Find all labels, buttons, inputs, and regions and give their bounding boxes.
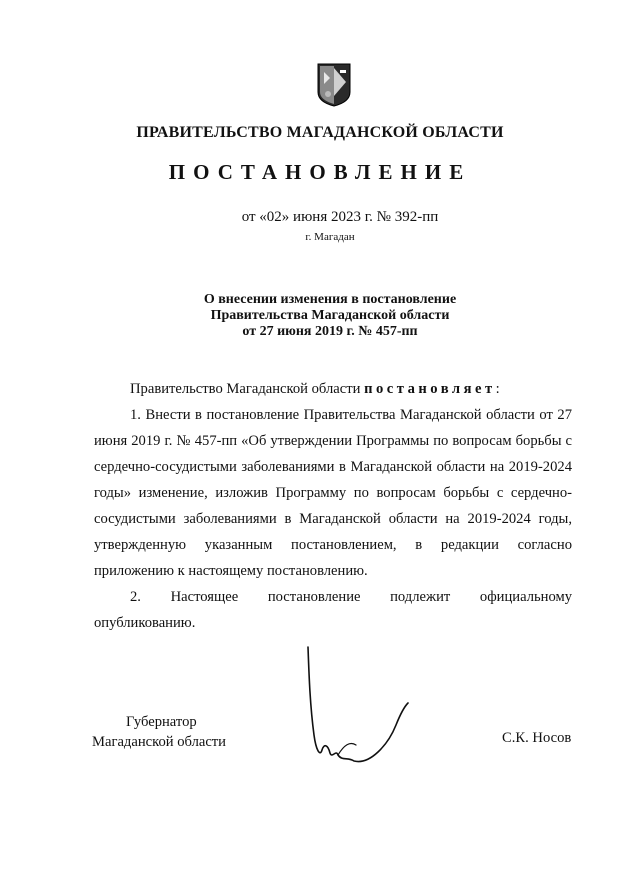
signatory-title-line: Магаданской области (92, 734, 226, 750)
intro-paragraph (94, 376, 572, 402)
handwritten-signature (300, 645, 420, 775)
subject-line: Правительства Магаданской области (210, 308, 450, 323)
document-type-title: ПОСТАНОВЛЕНИЕ (168, 160, 472, 184)
document-subject (0, 292, 640, 340)
intro-suffix: : (495, 381, 500, 397)
document-date-number: от «02» июня 2023 г. № 392-пп (241, 209, 439, 225)
signatory-title (92, 712, 226, 752)
item-1-paragraph: 1. Внести в постановление Правительства Магаданской области от 27 июня 2019 г. № 457-пп «Об утверждении Программы по вопросам борьбы с сердечно-сосудистыми заболеваниями в Магаданской области на 2019-2024 годы» изменение, изложив Программу по вопросам борьбы с сердечно-сосудистыми заболеваниями в Магаданской области на 2019-2024 годы, утвержденную указанным постановлением, в редакции согласно приложению к настоящему постановлению. (94, 407, 572, 579)
organization-title: ПРАВИТЕЛЬСТВО МАГАДАНСКОЙ ОБЛАСТИ (136, 124, 504, 141)
signatory-title-line: Губернатор (126, 714, 197, 730)
coat-of-arms-icon (316, 62, 352, 108)
item-2-paragraph: 2. Настоящее постановление подлежит официальному опубликованию. (94, 589, 572, 631)
intro-prefix: Правительство Магаданской области (130, 381, 361, 397)
signatory-name: С.К. Носов (502, 730, 572, 746)
subject-line: от 27 июня 2019 г. № 457-пп (242, 324, 418, 339)
subject-line: О внесении изменения в постановление (203, 292, 457, 307)
document-city: г. Магадан (305, 231, 355, 243)
intro-verb: постановляет (364, 381, 496, 397)
document-body (94, 376, 572, 636)
